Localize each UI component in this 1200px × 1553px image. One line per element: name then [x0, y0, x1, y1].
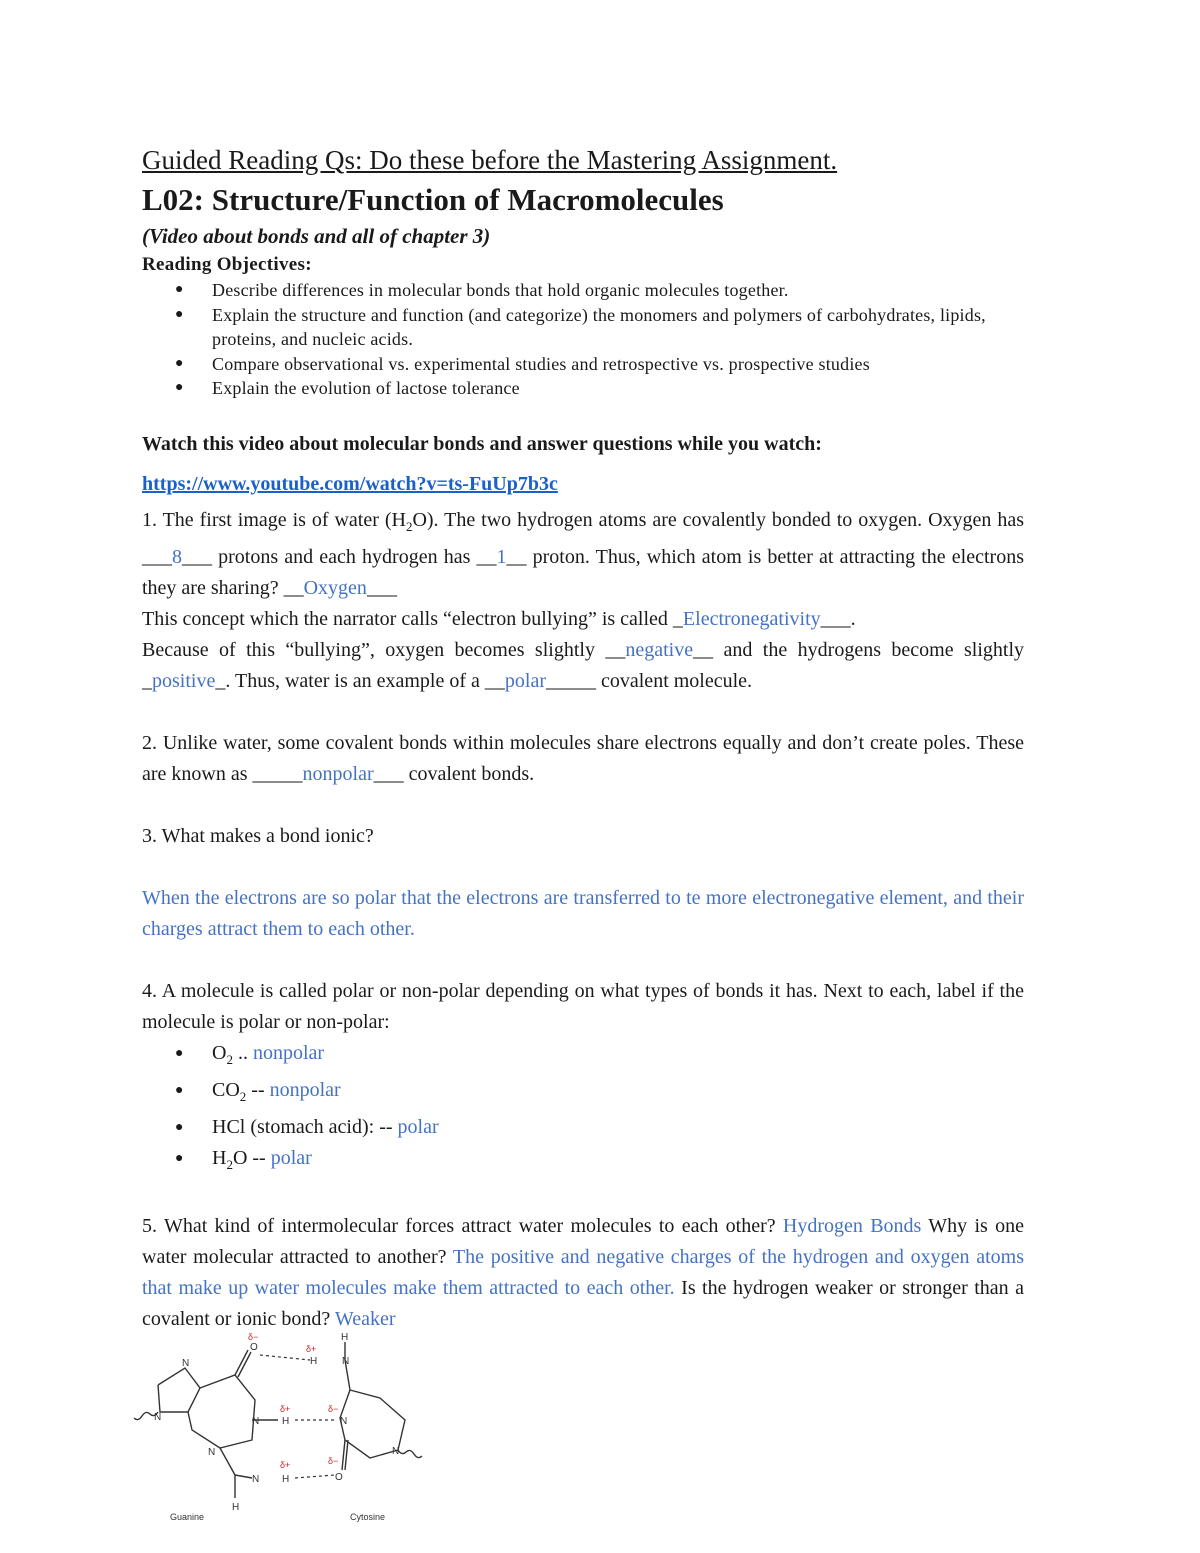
atom-label: H	[310, 1356, 318, 1367]
charge-label: δ+	[306, 1344, 317, 1354]
objectives-heading: Reading Objectives:	[142, 254, 312, 275]
bullet-icon: ●	[175, 306, 184, 322]
molecule-list	[142, 1038, 1024, 1180]
answer-text: 8	[172, 545, 182, 568]
bullet-icon: ●	[175, 1150, 184, 1166]
answer-text: Electronegativity	[682, 607, 821, 630]
partial-charges	[248, 1332, 338, 1470]
charge-label: δ+	[280, 1460, 291, 1470]
objective-item: ● Compare observational vs. experimental studies and retrospective vs. prospective studies	[212, 352, 1024, 377]
answer-text: negative	[625, 638, 694, 661]
atom-label: O	[335, 1472, 343, 1483]
answer-text: polar	[397, 1115, 439, 1138]
cytosine-label: Cytosine	[350, 1512, 386, 1522]
question-4: 4. A molecule is called polar or non-polar depending on what types of bonds it has. Next to each, label if the molecule is polar or non-polar: ● $O_2$ .. nonpolar ● $CO_2$ -- nonpolar ● HCl (stomach acid): -- polar ● $H_2O$ -- polar	[142, 976, 1024, 1180]
question-3: 3. What makes a bond ionic? When the electrons are so polar that the electrons are transferred to te more electronegative element, and their charges attract them to each other.	[142, 821, 1024, 945]
atom-label: N	[342, 1356, 350, 1367]
atom-label: N	[182, 1358, 190, 1369]
base-pair-diagram	[130, 1330, 430, 1530]
answer-text: nonpolar	[269, 1078, 341, 1101]
bond-lines	[134, 1342, 422, 1498]
video-link[interactable]: https://www.youtube.com/watch?v=ts-FuUp7b3c	[142, 472, 558, 495]
atom-label: N	[252, 1416, 260, 1427]
answer-text: nonpolar	[302, 762, 374, 785]
page-top-line: Guided Reading Qs: Do these before the Mastering Assignment.	[142, 145, 838, 175]
document-page	[142, 140, 1024, 1335]
objectives-list	[142, 278, 1024, 401]
question-2: 2. Unlike water, some covalent bonds within molecules share electrons equally and don’t create poles. These are known as _____nonpolar___ covalent bonds.	[142, 731, 1024, 785]
bullet-icon: ●	[175, 1119, 184, 1135]
charge-label: δ−	[328, 1404, 339, 1414]
atom-label: H	[232, 1502, 240, 1513]
list-item: ● $CO_2$ -- nonpolar	[212, 1075, 1024, 1112]
answer-text: polar	[270, 1146, 312, 1169]
answer-text: Weaker	[334, 1307, 396, 1330]
objective-item: ● Explain the structure and function (and categorize) the monomers and polymers of carbohydrates, lipids, proteins, and nucleic acids.	[175, 304, 986, 349]
question-1: 1. The first image is of water $(H_2O)$. The two hydrogen atoms are covalently bonded to oxygen. Oxygen has ___8___ protons and each hydrogen has __1__ proton. Thus, which atom is better at attracting the electrons they are sharing? __Oxygen___ This concept which the narrator calls “electron bullying” is called _Electronegativity___. Because of this “bullying”, oxygen becomes slightly __negative__ and the hydrogens become slightly _positive_. Thus, water is an example of a __polar_____ covalent molecule.	[142, 508, 1025, 692]
atom-label: N	[154, 1412, 162, 1423]
hydrogen-bond-lines	[260, 1355, 335, 1478]
objective-item: ● Describe differences in molecular bonds that hold organic molecules together.	[212, 278, 1024, 303]
atom-label: N	[340, 1416, 348, 1427]
answer-text: 1	[496, 545, 507, 568]
question-5: 5. What kind of intermolecular forces attract water molecules to each other? Hydrogen Bonds Why is one water molecular attracted to another? The positive and negative charges of the hydrogen and oxygen atoms that make up water molecules make them attracted to each other. Is the hydrogen weaker or stronger than a covalent or ionic bond? Weaker	[142, 1214, 1025, 1330]
atom-label: H	[341, 1332, 349, 1343]
video-instruction: Watch this video about molecular bonds and answer questions while you watch:	[142, 432, 822, 455]
answer-text: nonpolar	[252, 1041, 325, 1064]
atom-label: N	[392, 1446, 400, 1457]
answer-text: positive	[152, 669, 216, 692]
answer-text: When the electrons are so polar that the electrons are transferred to te more electronegative element, and their charges attract them to each other.	[142, 886, 1024, 940]
objective-item: ● Explain the evolution of lactose tolerance	[212, 376, 1024, 401]
bullet-icon: ●	[175, 355, 184, 371]
list-item: ● HCl (stomach acid): -- polar	[212, 1112, 1024, 1143]
bullet-icon: ●	[175, 1082, 184, 1098]
atom-label: H	[282, 1474, 290, 1485]
atom-label: N	[252, 1474, 260, 1485]
answer-text: polar	[504, 669, 546, 692]
page-subtitle: (Video about bonds and all of chapter 3)	[142, 224, 491, 248]
page-title: L02: Structure/Function of Macromolecules	[142, 182, 724, 217]
list-item: ● $O_2$ .. nonpolar	[212, 1038, 1024, 1075]
list-item: ● $H_2O$ -- polar	[212, 1143, 1024, 1180]
atom-label: O	[250, 1342, 258, 1353]
bullet-icon: ●	[175, 282, 184, 297]
atom-label: H	[282, 1416, 290, 1427]
guanine-label: Guanine	[170, 1512, 205, 1522]
bullet-icon: ●	[175, 1045, 184, 1061]
answer-text: Oxygen	[303, 576, 367, 599]
bullet-icon: ●	[175, 380, 184, 395]
charge-label: δ−	[248, 1332, 259, 1342]
charge-label: δ+	[280, 1404, 291, 1414]
charge-label: δ−	[328, 1456, 339, 1466]
answer-text: The positive and negative charges of the hydrogen and oxygen atoms that make up water molecules make them attracted to each other.	[142, 1245, 1024, 1299]
answer-text: Hydrogen Bonds	[782, 1214, 922, 1237]
atom-label: N	[208, 1447, 216, 1458]
